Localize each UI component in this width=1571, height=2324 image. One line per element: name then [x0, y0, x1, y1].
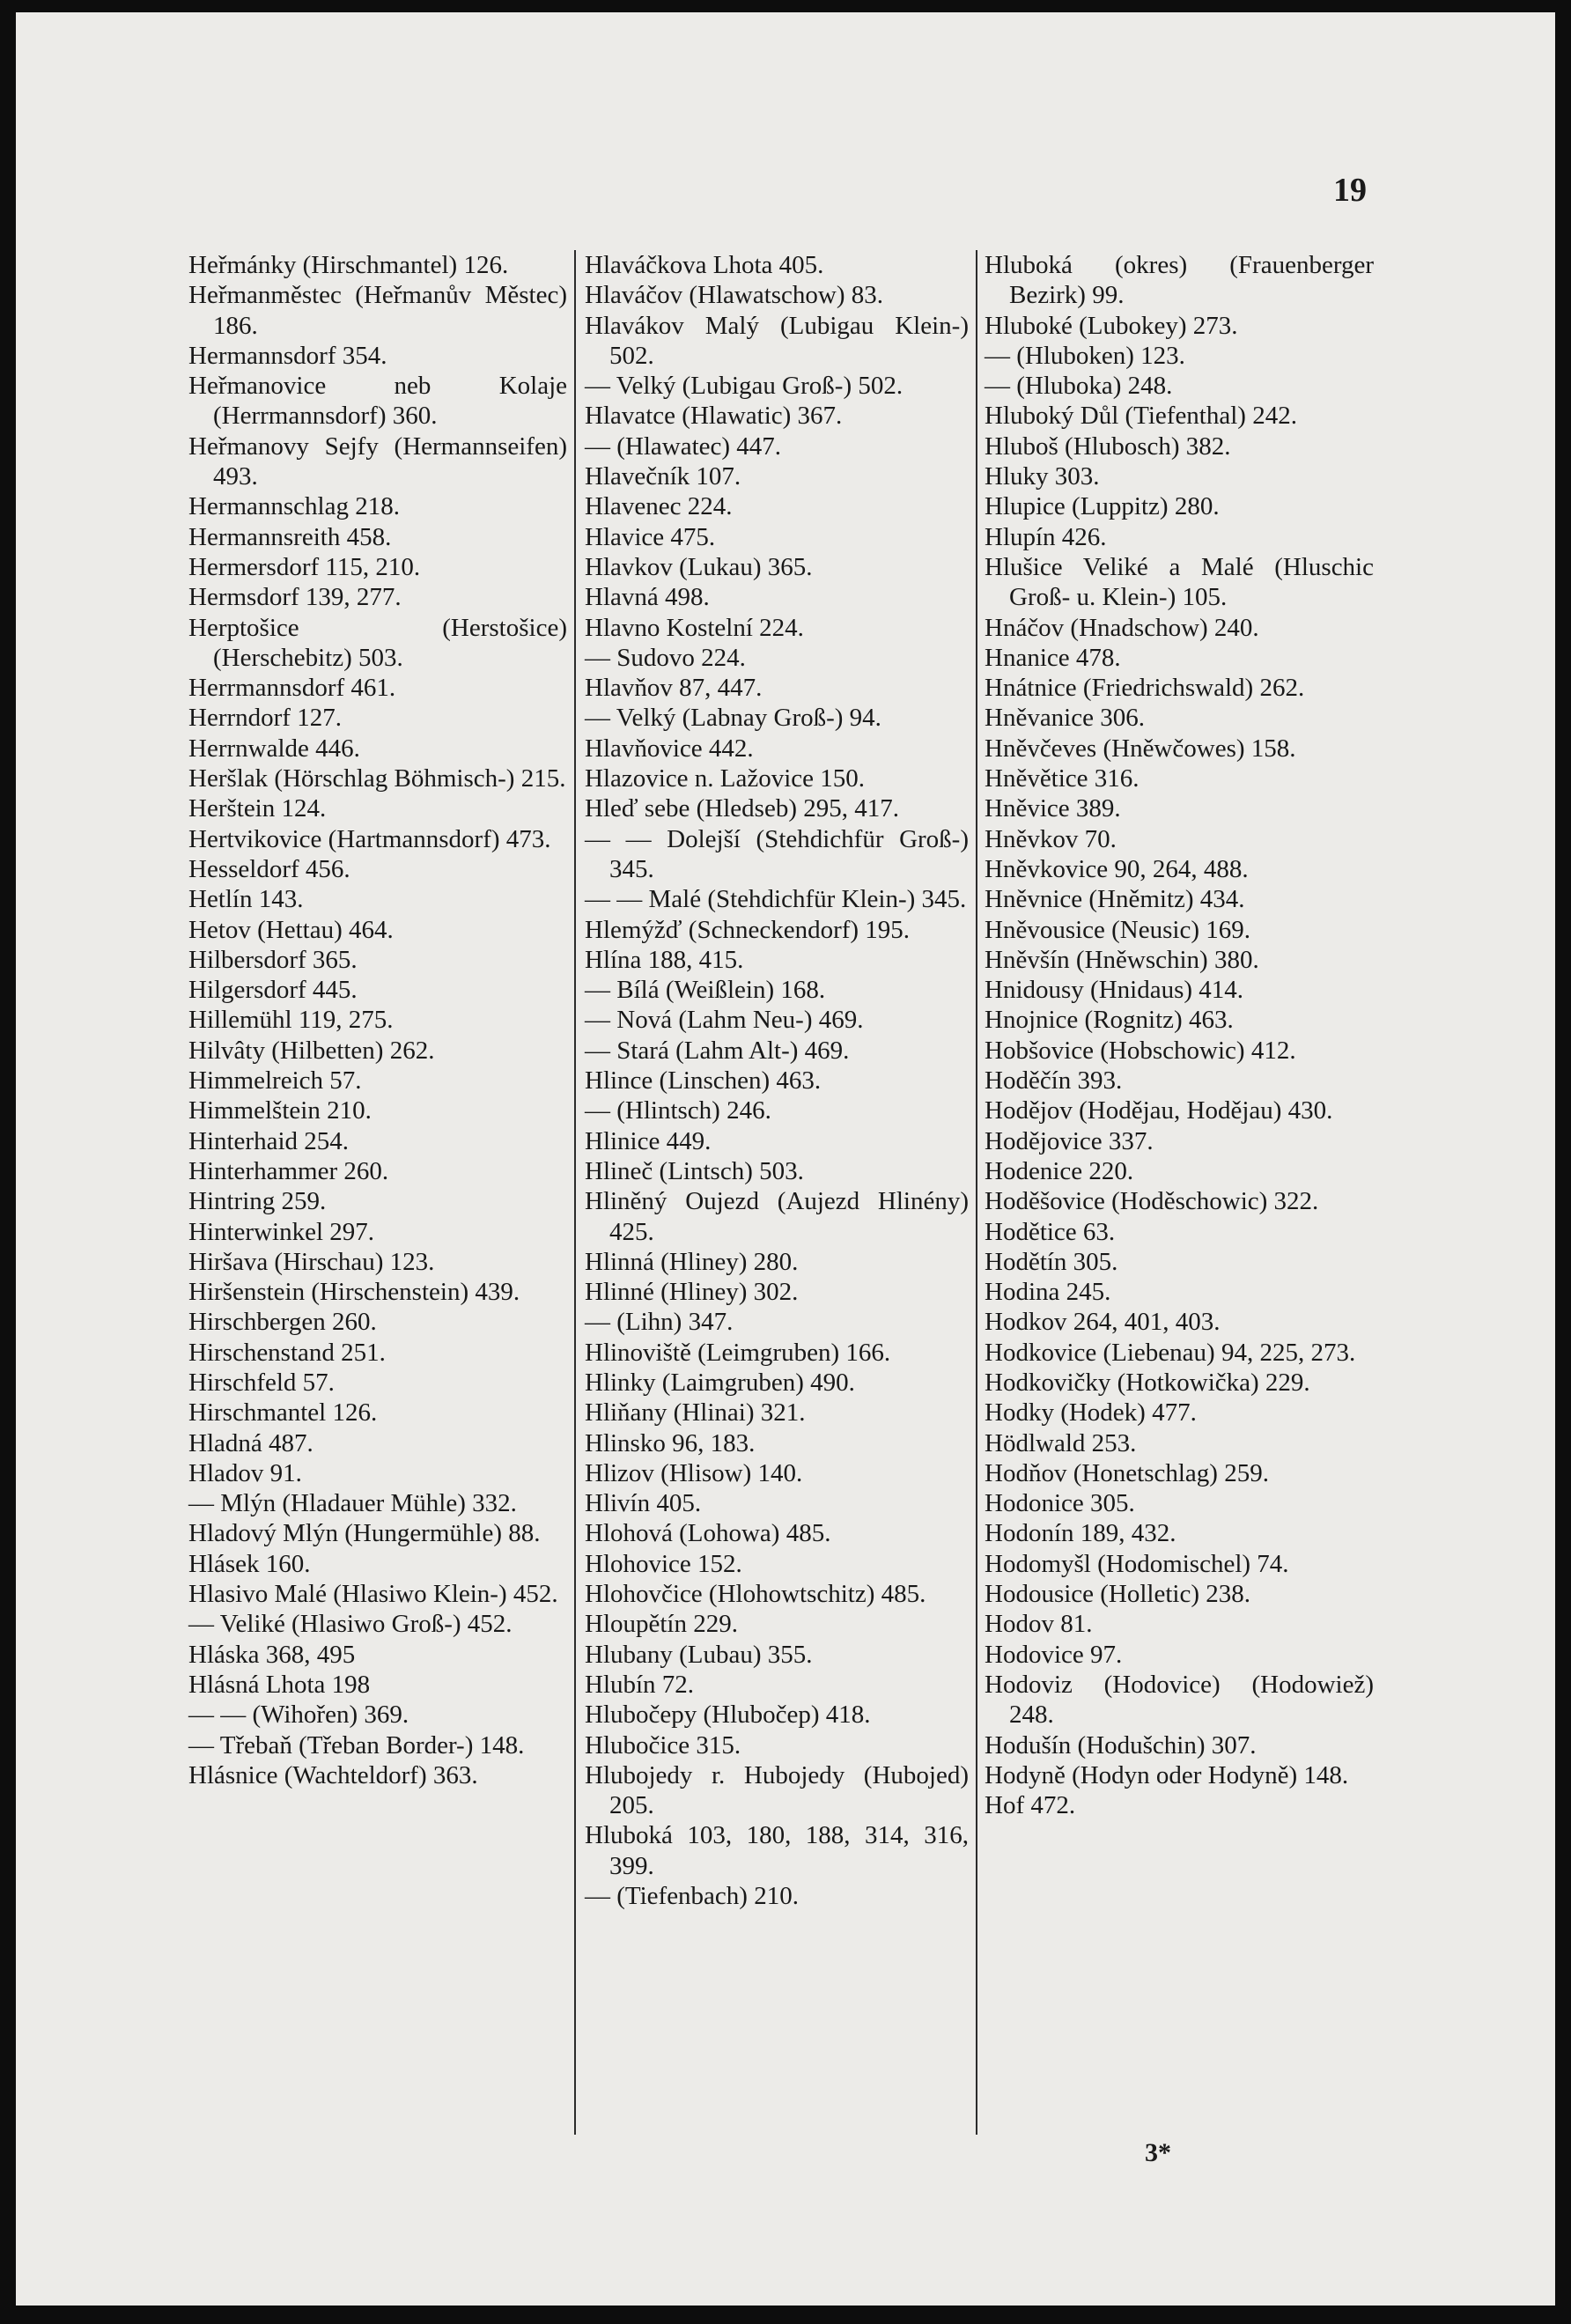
column-divider — [976, 250, 977, 2135]
index-entry: Heřmanovy Sejfy (Hermannseifen) 493. — [188, 432, 567, 491]
index-entry: Hlásnice (Wachteldorf) 363. — [188, 1760, 478, 1789]
index-entry: Hermannsdorf 354. — [188, 341, 387, 370]
index-entry: Hlinná (Hliney) 280. — [585, 1247, 799, 1276]
index-entry: — (Hlintsch) 246. — [585, 1096, 771, 1125]
index-entry: Hněvousice (Neusic) 169. — [985, 915, 1250, 944]
index-entry: Hodky (Hodek) 477. — [985, 1398, 1197, 1428]
index-entry: Hlasivo Malé (Hlasiwo Klein-) 452. — [188, 1580, 558, 1609]
index-entry: Herrmannsdorf 461. — [188, 674, 396, 703]
index-entry: Hermsdorf 139, 277. — [188, 583, 402, 612]
index-entry: — Veliké (Hlasiwo Groß-) 452. — [188, 1610, 513, 1639]
index-entry: Hluboká (okres) (Frauenberger Bezirk) 99. — [985, 251, 1374, 310]
index-entry: Hinterhaid 254. — [188, 1126, 350, 1155]
index-entry: Hněvšín (Hněwschin) 380. — [985, 945, 1259, 974]
index-entry: Hlavná 498. — [585, 583, 710, 612]
index-entry: Hinterhammer 260. — [188, 1156, 389, 1185]
index-entry: Hloupětín 229. — [585, 1610, 738, 1639]
index-entry: Heřmanovice neb Kolaje (Herrmannsdorf) 360. — [188, 372, 567, 431]
index-entry: Hlubojedy r. Hubojedy (Hubojed) 205. — [585, 1760, 969, 1820]
index-entry: Hlubany (Lubau) 355. — [585, 1640, 813, 1669]
index-entry: Hlavno Kostelní 224. — [585, 613, 804, 642]
index-entry: — Stará (Lahm Alt-) 469. — [585, 1036, 850, 1065]
index-entry: Herrndorf 127. — [188, 704, 342, 733]
index-entry: — Sudovo 224. — [585, 643, 746, 672]
index-columns — [188, 250, 1374, 2135]
index-entry: Hněvanice 306. — [985, 704, 1145, 733]
index-entry: Hlaváčkova Lhota 405. — [585, 251, 824, 279]
index-entry: Hodonice 305. — [985, 1489, 1135, 1518]
index-entry: Hněvčeves (Hněwčowes) 158. — [985, 734, 1296, 763]
index-entry: Hetov (Hettau) 464. — [188, 915, 394, 944]
index-entry: Hodoviz (Hodovice) (Hodowiež) 248. — [985, 1670, 1374, 1730]
index-entry: Hlavňovice 442. — [585, 734, 754, 763]
index-entry: Hlupín 426. — [985, 522, 1107, 551]
index-entry: Hirschmantel 126. — [188, 1398, 378, 1428]
index-entry: Hluboš (Hlubosch) 382. — [985, 432, 1231, 461]
entry-list — [188, 250, 567, 1790]
index-entry: Hněvice 389. — [985, 794, 1121, 823]
index-entry: Hláska 368, 495 — [188, 1640, 356, 1669]
index-entry: Hlinsko 96, 183. — [585, 1428, 756, 1457]
index-entry: — — Malé (Stehdichfür Klein-) 345. — [585, 885, 967, 914]
index-entry: Hluboká 103, 180, 188, 314, 316, 399. — [585, 1821, 969, 1880]
index-entry: Hodyně (Hodyn oder Hodyně) 148. — [985, 1760, 1349, 1789]
index-entry: Hlavákov Malý (Lubigau Klein-) 502. — [585, 311, 969, 370]
index-entry: Hlásek 160. — [188, 1549, 311, 1578]
index-entry: Hlavatce (Hlawatic) 367. — [585, 402, 843, 431]
index-entry: Hlohová (Lohowa) 485. — [585, 1519, 831, 1548]
index-entry: Hlinné (Hliney) 302. — [585, 1278, 799, 1307]
index-entry: Hodětín 305. — [985, 1247, 1118, 1276]
index-entry: Hoděšovice (Hoděschowic) 322. — [985, 1187, 1319, 1216]
index-entry: Herptošice (Herstošice) (Herschebitz) 503. — [188, 613, 567, 672]
index-column-3 — [985, 250, 1374, 2135]
index-entry: Hněvkovice 90, 264, 488. — [985, 854, 1249, 883]
index-entry: Hodkovičky (Hotkowička) 229. — [985, 1368, 1310, 1397]
column-divider — [574, 250, 576, 2135]
index-entry: Hlavkov (Lukau) 365. — [585, 552, 813, 581]
index-entry: — Velký (Labnay Groß-) 94. — [585, 704, 881, 733]
index-entry: Hof 472. — [985, 1791, 1076, 1820]
index-entry: Hlinky (Laimgruben) 490. — [585, 1368, 855, 1397]
index-entry: Hluboký Důl (Tiefenthal) 242. — [985, 402, 1297, 431]
index-entry: Hinterwinkel 297. — [188, 1217, 375, 1246]
index-entry: Hleď sebe (Hledseb) 295, 417. — [585, 794, 899, 823]
index-entry: Hodov 81. — [985, 1610, 1093, 1639]
index-entry: Hesseldorf 456. — [188, 854, 350, 883]
index-entry: — Nová (Lahm Neu-) 469. — [585, 1006, 864, 1035]
index-entry: Hlavňov 87, 447. — [585, 674, 763, 703]
index-entry: Heřmanměstec (Heřmanův Městec) 186. — [188, 281, 567, 340]
index-entry: Herštein 124. — [188, 794, 327, 823]
index-entry: Hermannsreith 458. — [188, 522, 392, 551]
index-entry: Hladov 91. — [188, 1458, 302, 1487]
index-entry: Hermersdorf 115, 210. — [188, 552, 421, 581]
index-entry: Hilbersdorf 365. — [188, 945, 358, 974]
index-entry: — — (Wihořen) 369. — [188, 1701, 409, 1730]
index-entry: Hodovice 97. — [985, 1640, 1123, 1669]
index-entry: Hlohovčice (Hlohowtschitz) 485. — [585, 1580, 926, 1609]
index-entry: Himmelreich 57. — [188, 1066, 362, 1096]
entry-list — [985, 250, 1374, 1820]
index-entry: Hnidousy (Hnidaus) 414. — [985, 976, 1244, 1005]
index-entry: Hluky 303. — [985, 462, 1100, 491]
index-entry: Hodňov (Honetschlag) 259. — [985, 1458, 1269, 1487]
index-entry: Hlazovice n. Lažovice 150. — [585, 764, 866, 793]
index-entry: Hobšovice (Hobschowic) 412. — [985, 1036, 1296, 1065]
index-entry: Hlubín 72. — [585, 1670, 695, 1699]
index-entry: Hodětice 63. — [985, 1217, 1116, 1246]
index-entry: Himmelštein 210. — [188, 1096, 372, 1125]
index-page — [16, 12, 1555, 2306]
index-entry: Hlavečník 107. — [585, 462, 741, 491]
index-entry: — — Dolejší (Stehdichfür Groß-) 345. — [585, 824, 969, 883]
index-entry: — (Hluboken) 123. — [985, 341, 1185, 370]
index-entry: Hlubočice 315. — [585, 1730, 741, 1760]
index-entry: Hlásná Lhota 198 — [188, 1670, 371, 1699]
index-entry: Hluboké (Lubokey) 273. — [985, 311, 1238, 340]
index-entry: — (Hluboka) 248. — [985, 372, 1173, 401]
index-entry: Hiršava (Hirschau) 123. — [188, 1247, 435, 1276]
index-entry: Hlohovice 152. — [585, 1549, 742, 1578]
index-entry: Hněvnice (Hněmitz) 434. — [985, 885, 1245, 914]
index-entry: Hodušín (Hodušchin) 307. — [985, 1730, 1257, 1760]
index-entry: Hodousice (Holletic) 238. — [985, 1580, 1251, 1609]
index-entry: Hlinoviště (Leimgruben) 166. — [585, 1338, 891, 1367]
index-entry: — (Lihn) 347. — [585, 1308, 734, 1337]
index-entry: Hilvâty (Hilbetten) 262. — [188, 1036, 435, 1065]
index-entry: Hodkovice (Liebenau) 94, 225, 273. — [985, 1338, 1356, 1367]
index-entry: Hněvkov 70. — [985, 824, 1117, 853]
entry-list — [585, 250, 969, 1911]
index-entry: Hladový Mlýn (Hungermühle) 88. — [188, 1519, 541, 1548]
index-entry: Hliňany (Hlinai) 321. — [585, 1398, 806, 1428]
index-entry: Hlupice (Luppitz) 280. — [985, 492, 1220, 521]
index-entry: Hlemýžď (Schneckendorf) 195. — [585, 915, 911, 944]
index-entry: Hirschbergen 260. — [188, 1308, 377, 1337]
index-entry: Hödlwald 253. — [985, 1428, 1137, 1457]
index-entry: Hněvětice 316. — [985, 764, 1140, 793]
index-entry: Hlína 188, 415. — [585, 945, 744, 974]
index-entry: Hlizov (Hlisow) 140. — [585, 1458, 803, 1487]
index-entry: Hlavenec 224. — [585, 492, 733, 521]
index-entry: Hodkov 264, 401, 403. — [985, 1308, 1221, 1337]
index-entry: Hliněný Oujezd (Aujezd Hlinény) 425. — [585, 1187, 969, 1246]
index-entry: Hodějov (Hodějau, Hodějau) 430. — [985, 1096, 1333, 1125]
index-entry: Hlaváčov (Hlawatschow) 83. — [585, 281, 884, 310]
index-entry: Hodějovice 337. — [985, 1126, 1154, 1155]
index-entry: Hlineč (Lintsch) 503. — [585, 1156, 804, 1185]
index-entry: Hnátnice (Friedrichswald) 262. — [985, 674, 1305, 703]
index-entry: Hoděčín 393. — [985, 1066, 1123, 1096]
index-entry: Hlavice 475. — [585, 522, 716, 551]
index-entry: — Bílá (Weißlein) 168. — [585, 976, 826, 1005]
index-entry: Hermannschlag 218. — [188, 492, 400, 521]
index-entry: — (Tiefenbach) 210. — [585, 1882, 799, 1911]
index-entry: — Mlýn (Hladauer Mühle) 332. — [188, 1489, 517, 1518]
index-entry: Hirschenstand 251. — [188, 1338, 386, 1367]
index-entry: Hirschfeld 57. — [188, 1368, 335, 1397]
signature-mark: 3* — [1145, 2138, 1171, 2167]
index-entry: Hiršenstein (Hirschenstein) 439. — [188, 1278, 520, 1307]
index-entry: Hetlín 143. — [188, 885, 304, 914]
index-column-2 — [585, 250, 969, 2135]
index-entry: Hodonín 189, 432. — [985, 1519, 1176, 1548]
index-entry: Hintring 259. — [188, 1187, 327, 1216]
index-entry: Hladná 487. — [188, 1428, 313, 1457]
index-entry: — (Hlawatec) 447. — [585, 432, 782, 461]
index-entry: Hnanice 478. — [985, 643, 1121, 672]
index-entry: Hlušice Veliké a Malé (Hluschic Groß- u. Klein-) 105. — [985, 552, 1374, 612]
index-entry: — Třebaň (Třeban Border-) 148. — [188, 1730, 525, 1760]
index-entry: Hnáčov (Hnadschow) 240. — [985, 613, 1259, 642]
index-entry: Hilgersdorf 445. — [188, 976, 358, 1005]
index-entry: Heršlak (Hörschlag Böhmisch-) 215. — [188, 764, 566, 793]
index-entry: Hlubočepy (Hlubočep) 418. — [585, 1701, 871, 1730]
index-entry: Heřmánky (Hirschmantel) 126. — [188, 251, 509, 279]
index-entry: Hlinice 449. — [585, 1126, 712, 1155]
index-entry: Hertvikovice (Hartmannsdorf) 473. — [188, 824, 551, 853]
index-entry: Hlivín 405. — [585, 1489, 702, 1518]
index-entry: Hodomyšl (Hodomischel) 74. — [985, 1549, 1289, 1578]
index-entry: Hodina 245. — [985, 1278, 1111, 1307]
index-entry: Hlince (Linschen) 463. — [585, 1066, 822, 1096]
index-entry: Hnojnice (Rognitz) 463. — [985, 1006, 1234, 1035]
index-entry: — Velký (Lubigau Groß-) 502. — [585, 372, 904, 401]
index-entry: Hodenice 220. — [985, 1156, 1134, 1185]
index-entry: Herrnwalde 446. — [188, 734, 360, 763]
page-number: 19 — [1333, 172, 1367, 209]
index-entry: Hillemühl 119, 275. — [188, 1006, 394, 1035]
index-column-1 — [188, 250, 567, 2135]
